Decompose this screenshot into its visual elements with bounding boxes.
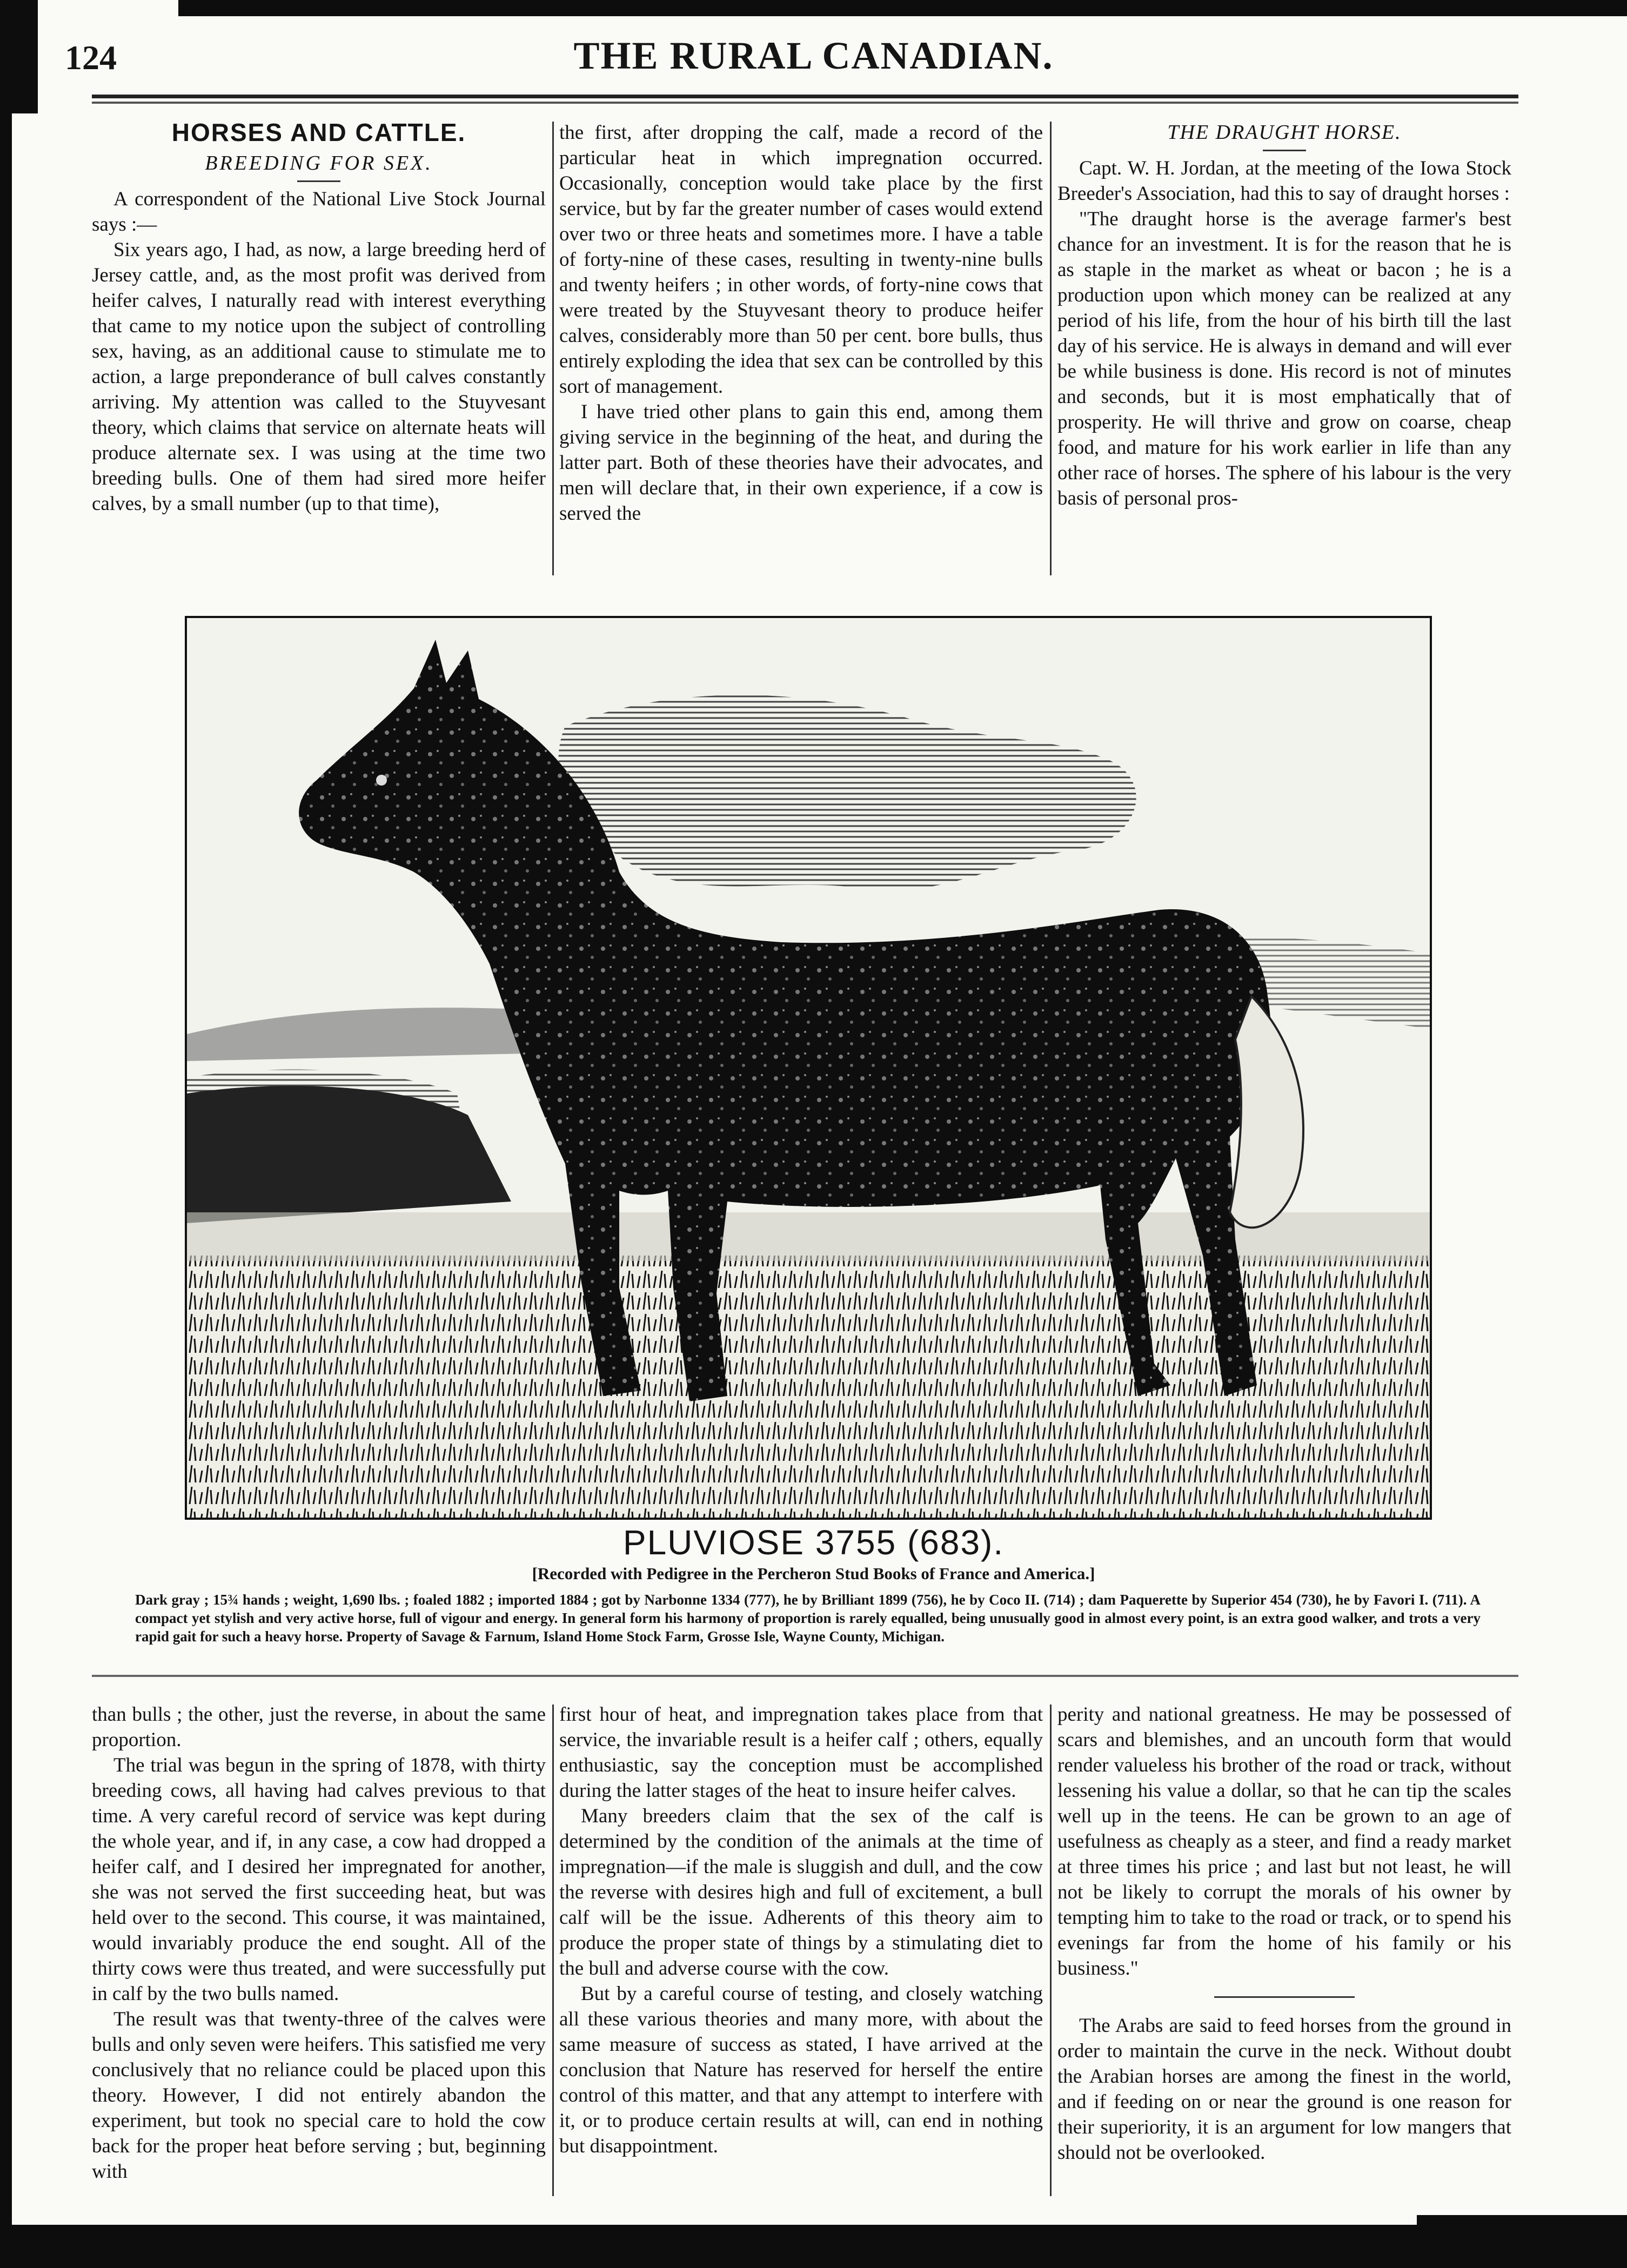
heading-rule bbox=[1263, 150, 1306, 151]
article-heading: BREEDING FOR SEX. bbox=[205, 152, 433, 175]
paragraph: The result was that twenty-three of the calves were bulls and only seven were heifers. This satisfied me very conclusively that no reliance could be placed upon this theory. However, I did not entirely abandon the experiment, but took no special care to hold the cow back for the proper heat before serving ; but, beginning with bbox=[92, 2008, 546, 2183]
column-2-bottom bbox=[559, 1702, 1043, 2159]
horse-engraving bbox=[185, 616, 1432, 1520]
column-divider bbox=[1050, 1705, 1052, 2196]
figure-description-text: Dark gray ; 15¾ hands ; weight, 1,690 lbs. ; foaled 1882 ; imported 1884 ; got by Narbonne 1334 (777), he by Brilliant 1899 (756), he by Coco II. (714) ; dam Paquerette by Superior 454 (730), he by Favori I. (711). A compact yet stylish and very active horse, full of vigour and energy. In general form his harmony of proportion is rarely equalled, being unusually good in almost every point, is an extra good walker, and trots a very rapid gait for such a heavy horse. Property of Savage & Farnum, Island Home Stock Farm, Grosse Isle, Wayne County, Michigan. bbox=[135, 1592, 1481, 1645]
column-3-top bbox=[1057, 120, 1511, 511]
paragraph: But by a careful course of testing, and closely watching all these various theories and many more, with about the same measure of success as stated, I have arrived at the conclusion that Nature has reserved for herself the entire control of this matter, and that any attempt to interfere with it, or to produce certain results at will, can end in nothing but disappointment. bbox=[559, 1983, 1043, 2157]
paragraph: I have tried other plans to gain this end, among them giving service in the beginning of the heat, and during the latter part. Both of these theories have their advocates, and men will declare that, in their own experience, if a cow is served the bbox=[559, 401, 1043, 525]
column-divider bbox=[1050, 122, 1052, 575]
column-2-top bbox=[559, 120, 1043, 526]
paragraph: The trial was begun in the spring of 1878, with thirty breeding cows, all having had calves previous to that time. A very careful record of service was kept during the whole year, and if, in any case, a cow had dropped a heifer calf, and I desired her impregnated for another, she was not served the first succeeding heat, but was held over to the second. This course, it was maintained, would invariably produce the end sought. All of the thirty cows were thus treated, and were successfully put in calf by the two bulls named. bbox=[92, 1754, 546, 2005]
scan-left-edge bbox=[0, 0, 12, 2268]
section-heading: HORSES AND CATTLE. bbox=[171, 118, 466, 146]
paragraph: Six years ago, I had, as now, a large breeding herd of Jersey cattle, and, as the most profit was derived from heifer calves, I naturally read with interest everything that came to my notice upon the subject of controlling sex, having, as an additional cause to stimulate me to action, a large preponderance of bull calves constantly arriving. My attention was called to the Stuyvesant theory, which claims that service on alternate heats will produce alternate sex. I was using at the time two breeding bulls. One of them had sired more heifer calves, by a small number (up to that time), bbox=[92, 239, 546, 515]
paragraph: perity and national greatness. He may be possessed of scars and blemishes, and an uncouth form that would render valueless his brother of the road or track, without lessening his value a dollar, so that he can tip the scales well up in the teens. He can be grown to an age of usefulness as cheaply as a steer, and find a ready market at three times his price ; and last but not least, he will not be likely to corrupt the morals of his owner by tempting him to take to the road or track, or to spend his evenings far from the home of his family or his business." bbox=[1057, 1703, 1511, 1980]
scan-top-edge bbox=[178, 0, 1627, 16]
article-separator bbox=[1214, 1996, 1355, 1998]
section-rule bbox=[92, 1675, 1518, 1677]
column-1-bottom bbox=[92, 1702, 546, 2184]
article-heading: THE DRAUGHT HORSE. bbox=[1167, 121, 1402, 144]
paragraph: Capt. W. H. Jordan, at the meeting of the Iowa Stock Breeder's Association, had this to say of draught horses : bbox=[1057, 157, 1511, 205]
heading-rule bbox=[297, 180, 340, 182]
paragraph: "The draught horse is the average farmer's best chance for an investment. It is for the reason that he is as staple in the market as wheat or bacon ; he is a production upon which money can be realized at any period of his life, from the hour of his birth till the last day of his service. He is always in demand and will ever be while business is done. His record is not of minutes and seconds, but it is most emphatically that of prosperity. He will thrive and grow on coarse, cheap food, and mature for his work earlier in life than any other race of horses. The sphere of his labour is the very basis of personal pros- bbox=[1057, 208, 1511, 509]
page-number: 124 bbox=[65, 38, 117, 77]
paragraph: The Arabs are said to feed horses from the ground in order to maintain the curve in the neck. Without doubt the Arabian horses are among the finest in the world, and if feeding on or near the ground is one reason for their superiority, it is an argument for low mangers that should not be overlooked. bbox=[1057, 2015, 1511, 2164]
column-1-top bbox=[92, 120, 546, 516]
figure-title: PLUVIOSE 3755 (683). bbox=[622, 1523, 1005, 1562]
paragraph: than bulls ; the other, just the reverse, in about the same proportion. bbox=[92, 1703, 546, 1751]
paragraph: the first, after dropping the calf, made a record of the particular heat in which impregnation occurred. Occasionally, conception would take place by the first service, but by far the greater number of cases would extend over two or three heats and sometimes more. I have a table of forty-nine of these cases, resulting in twenty-nine bulls and twenty heifers ; in other words, of forty-nine cows that were treated by the Stuyvesant theory to produce heifer calves, considerably more than 50 per cent. bore bulls, thus entirely exploding the idea that sex can be controlled by this sort of management. bbox=[559, 122, 1043, 398]
horse-illustration bbox=[187, 618, 1430, 1518]
column-divider bbox=[552, 1705, 554, 2196]
column-3-bottom bbox=[1057, 1702, 1511, 2165]
column-divider bbox=[552, 122, 554, 575]
figure-recorded-note: [Recorded with Pedigree in the Percheron Stud Books of France and America.] bbox=[532, 1564, 1095, 1583]
paragraph: first hour of heat, and impregnation takes place from that service, the invariable result is a heifer calf ; others, equally enthusiastic, say the conception must be accomplished during the latter stages of the heat to insure heifer calves. bbox=[559, 1703, 1043, 1802]
figure-description bbox=[135, 1591, 1481, 1646]
header-rule-secondary bbox=[92, 102, 1518, 104]
page-margin-bottom bbox=[12, 2214, 1417, 2225]
masthead-title: THE RURAL CANADIAN. bbox=[573, 34, 1054, 77]
paragraph: A correspondent of the National Live Stock Journal says :— bbox=[92, 188, 546, 236]
paragraph: Many breeders claim that the sex of the calf is determined by the condition of the animals at the time of impregnation—if the male is sluggish and dull, and the cow the reverse with desires high and full of excitement, a bull calf will be the issue. Adherents of this theory aim to produce the proper state of things by a stimulating diet to the bull and adverse course with the cow. bbox=[559, 1805, 1043, 1980]
header-rule bbox=[92, 95, 1518, 98]
